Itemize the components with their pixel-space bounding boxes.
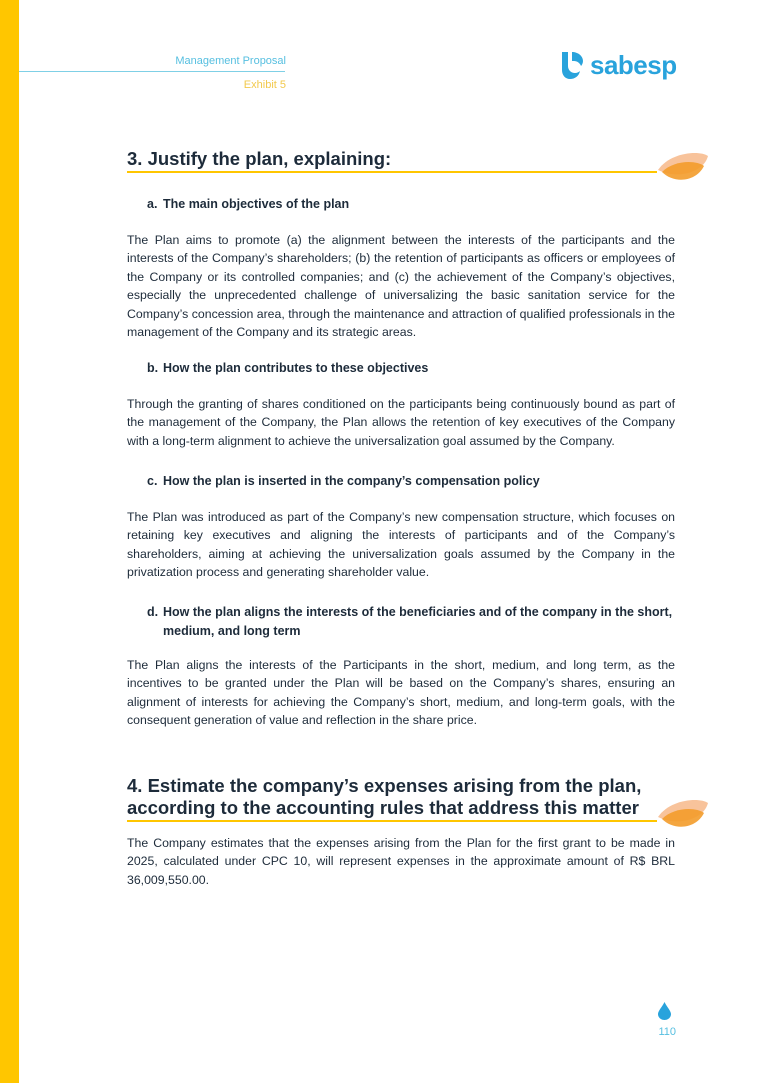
header-exhibit: Exhibit 5 — [243, 79, 286, 91]
item-b-label: b. — [147, 361, 159, 375]
section-4-title — [127, 775, 641, 819]
item-a-label: a. — [147, 197, 158, 211]
item-d-heading-line1: How the plan aligns the interests of the beneficiaries and of the company in the short, — [163, 605, 673, 619]
section-4-title-line2: according to the accounting rules that address this matter — [127, 797, 639, 818]
item-c-heading — [147, 472, 675, 491]
item-c-body: The Plan was introduced as part of the Company’s new compensation structure, which focuses on retaining key executives and aligning the interests of participants and of the Company’s shareholders, aiming at achieving the universalization goals assumed by the Company in the privatization process and generating shareholder value. — [127, 510, 675, 580]
item-a-body: The Plan aims to promote (a) the alignment between the interests of the participants and the interests of the Company’s shareholders; (b) the retention of participants as officers or employees of the Company or its controlled companies; and (c) the achievement of the Company’s objectives, especially the unprecedented challenge of universalizing the basic sanitation service for the Company’s concession area, through the maintenance and attraction of qualified professionals in the management of the Company and its strategic areas. — [127, 233, 675, 340]
item-d-body: The Plan aligns the interests of the Participants in the short, medium, and long term, as the incentives to be granted under the Plan will be based on the Company’s shares, ensuring an alignment of interests for achieving the Company’s short, medium, and long-term goals, with the consequent generation of value and reflection in the share price. — [127, 658, 675, 728]
water-drop-icon — [658, 1002, 671, 1020]
item-a-heading-text: The main objectives of the plan — [163, 197, 350, 211]
header-title: Management Proposal — [175, 55, 286, 67]
section-4-body: The Company estimates that the expenses arising from the Plan for the first grant to be made in 2025, calculated under CPC 10, will represent expenses in the approximate amount of R$ BRL 36,009,550.00. — [127, 836, 675, 887]
item-c-heading-text: How the plan is inserted in the company’s compensation policy — [163, 474, 540, 488]
left-accent-bar — [0, 0, 19, 1083]
item-b-body: Through the granting of shares conditioned on the participants being continuously bound as part of the management of the Company, the Plan allows the retention of key executives of the Company with a long-term alignment to achieve the universalization goal assumed by the Company. — [127, 397, 675, 448]
leaf-decoration-icon — [656, 150, 712, 186]
sabesp-logo-icon — [558, 50, 586, 80]
sabesp-logo — [558, 50, 677, 80]
section-4-title-line1: 4. Estimate the company’s expenses arising from the plan, — [127, 775, 642, 796]
section-3-title: 3. Justify the plan, explaining: — [127, 148, 392, 169]
item-a-heading — [147, 195, 675, 214]
item-d-label: d. — [147, 605, 159, 619]
header-divider — [19, 71, 285, 72]
item-d-heading-line2: medium, and long term — [163, 624, 301, 638]
item-b-heading — [147, 359, 675, 378]
item-c-label: c. — [147, 474, 158, 488]
section-3-rule — [127, 171, 657, 173]
item-d-heading — [147, 603, 675, 641]
item-b-heading-text: How the plan contributes to these objectives — [163, 361, 429, 375]
section-4-rule — [127, 820, 657, 822]
page-number: 110 — [658, 1026, 676, 1038]
leaf-decoration-icon — [656, 797, 712, 833]
sabesp-logo-text: sabesp — [590, 50, 677, 80]
